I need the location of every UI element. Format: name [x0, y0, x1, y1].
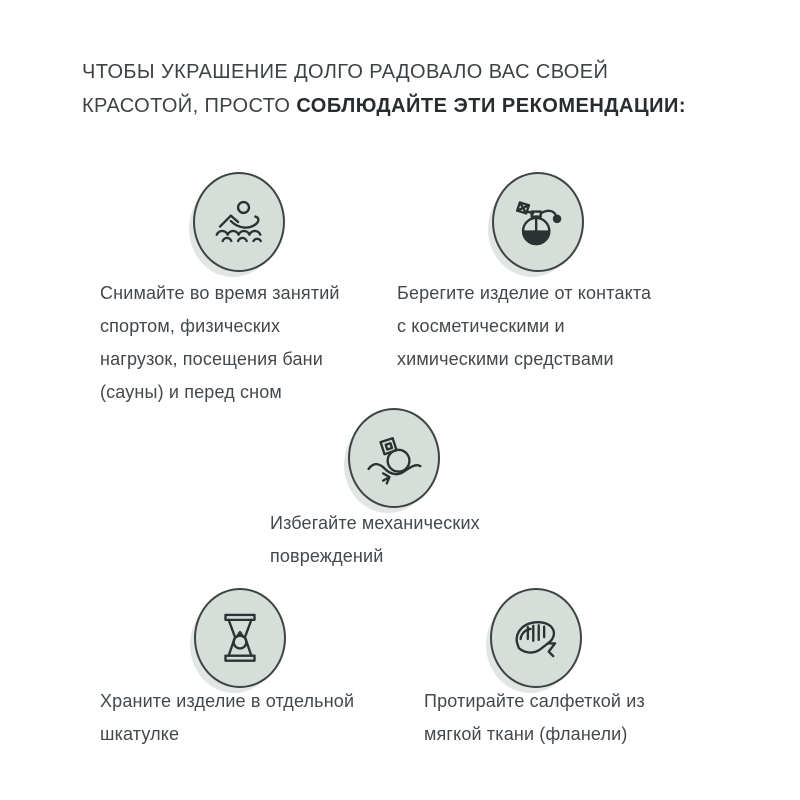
tip1-line3: нагрузок, посещения бани: [100, 349, 323, 369]
tip-badge-cleaning: [490, 588, 582, 688]
swimmer-icon: [210, 193, 268, 251]
tip2-line3: химическими средствами: [397, 349, 614, 369]
jewelry-box-icon: [211, 609, 269, 667]
tip-badge-cosmetics: [492, 172, 584, 272]
wiping-cloth-hand-icon: [507, 609, 565, 667]
heading-line2-prefix: КРАСОТОЙ, ПРОСТО: [82, 94, 297, 117]
heading-line2-bold: СОБЛЮДАЙТЕ ЭТИ РЕКОМЕНДАЦИИ:: [296, 94, 687, 117]
tip-badge-mechanical-damage: [348, 408, 440, 508]
tip3-line2: повреждений: [270, 546, 384, 566]
tip4-line2: шкатулке: [100, 724, 180, 744]
tip-text-swimming: [100, 277, 340, 409]
tip-text-cosmetics: [397, 277, 651, 376]
tip-badge-swimming: [193, 172, 285, 272]
tip1-line2: спортом, физических: [100, 316, 281, 336]
perfume-atomizer-icon: [509, 193, 567, 251]
heading-line1-text: ЧТОБЫ УКРАШЕНИЕ ДОЛГО РАДОВАЛО ВАС СВОЕЙ: [82, 61, 609, 83]
tip2-line2: с косметическими и: [397, 316, 565, 336]
heading-line-2: [82, 90, 742, 124]
tip-badge-storage: [194, 588, 286, 688]
tip-text-mechanical-damage: [270, 507, 480, 573]
tip3-line1: Избегайте механических: [270, 513, 480, 533]
tip4-line1: Храните изделие в отдельной: [100, 691, 355, 711]
tip-text-storage: [100, 685, 354, 751]
tip2-line1: Берегите изделие от контакта: [397, 283, 652, 303]
tip5-line1: Протирайте салфеткой из: [424, 691, 645, 711]
tip-text-cleaning: [424, 685, 645, 751]
heading-line-1: [82, 56, 742, 90]
page-title: [82, 56, 742, 123]
ring-damage-icon: [365, 429, 423, 487]
tip1-line1: Снимайте во время занятий: [100, 283, 340, 303]
tip5-line2: мягкой ткани (фланели): [424, 724, 628, 744]
tip1-line4: (сауны) и перед сном: [100, 382, 282, 402]
